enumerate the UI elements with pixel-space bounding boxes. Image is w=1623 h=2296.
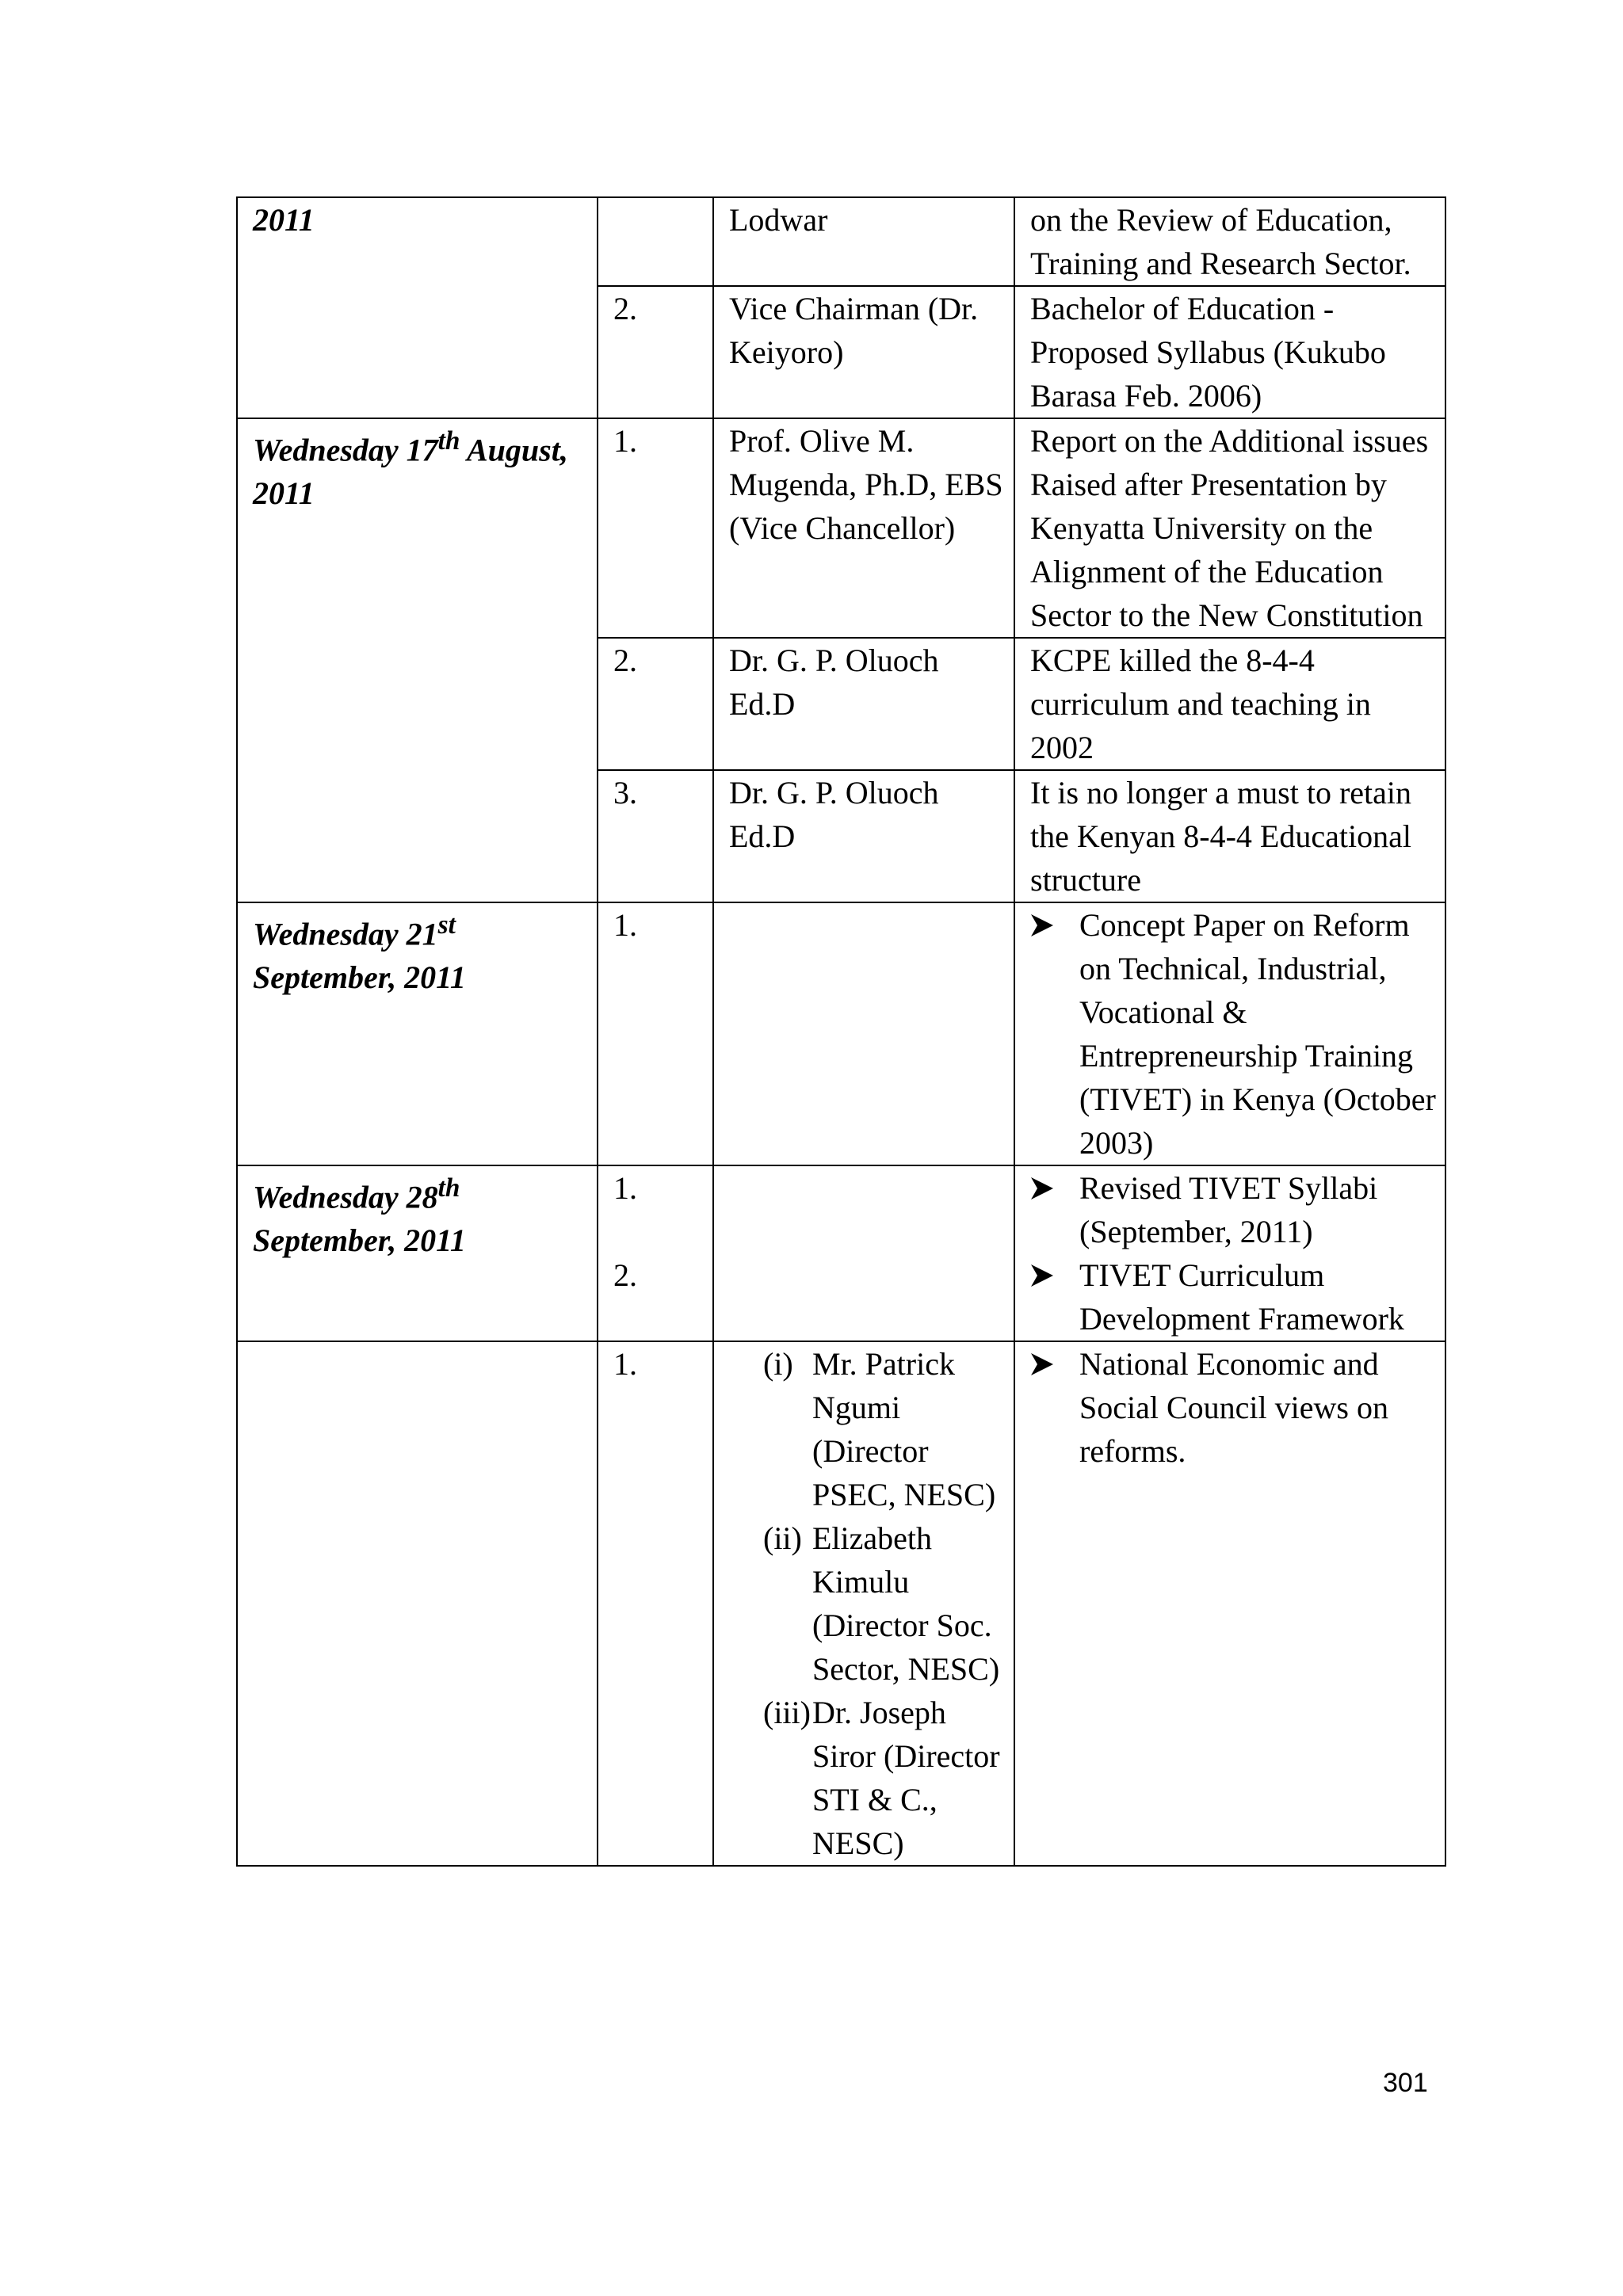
- table-row: [237, 418, 1445, 638]
- list-item: [714, 1516, 1006, 1691]
- table-row: [237, 1341, 1445, 1866]
- number-cell: 1.: [598, 902, 713, 1165]
- date-text-rest: September, 2011: [253, 959, 466, 996]
- presenter-name: Mr. Patrick Ngumi (Director PSEC, NESC): [812, 1346, 996, 1512]
- list-item: [1030, 1253, 1437, 1341]
- date-cell: [237, 1341, 598, 1866]
- topic-cell: [1014, 902, 1445, 1165]
- topic-cell: [1014, 1341, 1445, 1866]
- list-item: [714, 1691, 1006, 1865]
- date-text: Wednesday 17: [253, 432, 438, 468]
- presenter-cell: [713, 902, 1014, 1165]
- list-item: [1030, 1342, 1437, 1473]
- presenter-name: Elizabeth Kimulu (Director Soc. Sector, NESC): [812, 1520, 1000, 1687]
- number-cell: 3.: [598, 770, 713, 902]
- table-row: [237, 1165, 1445, 1341]
- schedule-table: [236, 196, 1446, 1867]
- list-item-text: Revised TIVET Syllabi (September, 2011): [1079, 1170, 1378, 1249]
- roman-numeral: (ii): [763, 1520, 802, 1556]
- arrow-bullet-icon: [1030, 1352, 1054, 1376]
- table-row: [237, 197, 1445, 286]
- number-cell: 1. 2.: [598, 1165, 713, 1341]
- presenter-name: Dr. Joseph Siror (Director STI & C., NESC): [812, 1695, 1000, 1861]
- presenter-cell: Lodwar: [713, 197, 1014, 286]
- date-cell: [237, 418, 598, 902]
- table-row: [237, 902, 1445, 1165]
- date-text-rest: September, 2011: [253, 1222, 466, 1259]
- date-text: Wednesday 28: [253, 1179, 438, 1215]
- list-item: [1030, 1166, 1437, 1253]
- topic-cell: KCPE killed the 8-4-4 curriculum and teaching in 2002: [1014, 638, 1445, 770]
- presenter-cell: Vice Chairman (Dr. Keiyoro): [713, 286, 1014, 418]
- presenter-cell: [713, 1341, 1014, 1866]
- topic-bullet-list: [1030, 1342, 1437, 1473]
- number-cell: 2.: [598, 286, 713, 418]
- topic-cell: [1014, 1165, 1445, 1341]
- list-item-text: Concept Paper on Reform on Technical, Industrial, Vocational & Entrepreneurship Training (TIVET) in Kenya (October 2003): [1079, 907, 1436, 1161]
- arrow-bullet-icon: [1030, 1177, 1054, 1200]
- topic-bullet-list: [1030, 903, 1437, 1165]
- page-number: 301: [1383, 2068, 1428, 2098]
- presenter-cell: Prof. Olive M. Mugenda, Ph.D, EBS (Vice Chancellor): [713, 418, 1014, 638]
- topic-bullet-list: [1030, 1166, 1437, 1341]
- presenter-cell: Dr. G. P. Oluoch Ed.D: [713, 770, 1014, 902]
- date-cell: [237, 1165, 598, 1341]
- number-cell: [598, 197, 713, 286]
- topic-cell: Bachelor of Education - Proposed Syllabus (Kukubo Barasa Feb. 2006): [1014, 286, 1445, 418]
- date-cell: [237, 902, 598, 1165]
- number-cell: 1.: [598, 418, 713, 638]
- date-superscript: th: [437, 1173, 460, 1203]
- roman-numeral: (i): [763, 1346, 793, 1382]
- date-text: Wednesday 21: [253, 916, 438, 952]
- list-item-text: National Economic and Social Council views on reforms.: [1079, 1346, 1388, 1469]
- number-cell: 2.: [598, 638, 713, 770]
- date-superscript: st: [437, 910, 456, 940]
- presenter-list: [714, 1342, 1006, 1865]
- list-item: [1030, 903, 1437, 1165]
- date-cell: [237, 197, 598, 418]
- presenter-cell: [713, 1165, 1014, 1341]
- topic-cell: It is no longer a must to retain the Kenyan 8-4-4 Educational structure: [1014, 770, 1445, 902]
- number-cell: 1.: [598, 1341, 713, 1866]
- topic-cell: Report on the Additional issues Raised after Presentation by Kenyatta University on the Alignment of the Education Sector to the New Constitution: [1014, 418, 1445, 638]
- date-text-rest: August, 2011: [253, 432, 568, 512]
- list-item-text: TIVET Curriculum Development Framework: [1079, 1257, 1404, 1337]
- topic-cell: on the Review of Education, Training and Research Sector.: [1014, 197, 1445, 286]
- presenter-cell: Dr. G. P. Oluoch Ed.D: [713, 638, 1014, 770]
- date-superscript: th: [437, 426, 460, 456]
- list-item: [714, 1342, 1006, 1516]
- arrow-bullet-icon: [1030, 1264, 1054, 1287]
- date-text: 2011: [253, 202, 315, 238]
- roman-numeral: (iii): [763, 1695, 811, 1730]
- arrow-bullet-icon: [1030, 913, 1054, 937]
